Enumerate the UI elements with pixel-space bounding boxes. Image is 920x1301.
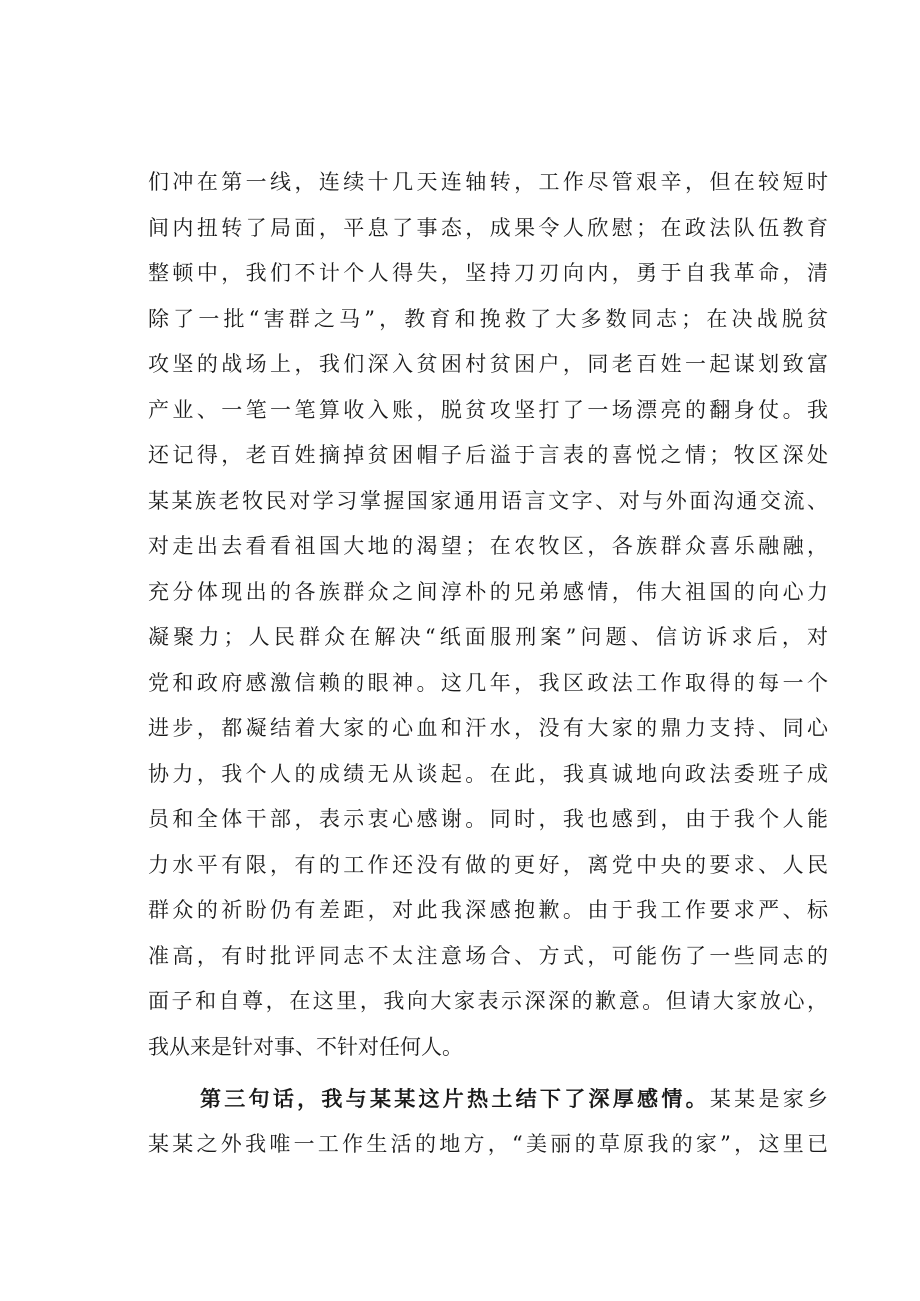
- text-line: 准高，有时批评同志不太注意场合、方式，可能伤了一些同志的: [148, 943, 828, 968]
- text-line: 充分体现出的各族群众之间淳朴的兄弟感情，伟大祖国的向心力: [148, 579, 828, 604]
- text-line: 我从来是针对事、不针对任何人。: [148, 1034, 463, 1059]
- text-line: 间内扭转了局面，平息了事态，成果令人欣慰；在政法队伍教育: [148, 215, 828, 240]
- text-line: 们冲在第一线，连续十几天连轴转，工作尽管艰辛，但在较短时: [148, 170, 828, 194]
- text-line: 对走出去看看祖国大地的渴望；在农牧区，各族群众喜乐融融，: [148, 534, 828, 558]
- text-line: 协力，我个人的成绩无从谈起。在此，我真诚地向政法委班子成: [148, 761, 828, 786]
- text-line: 整顿中，我们不计个人得失，坚持刀刃向内，勇于自我革命，清: [148, 261, 828, 285]
- paragraph-2: [148, 1076, 828, 1167]
- paragraph-1: [148, 160, 828, 1070]
- paragraph-2-first-line: [148, 1076, 828, 1122]
- text-line: 员和全体干部，表示衷心感谢。同时，我也感到，由于我个人能: [148, 807, 828, 831]
- text-line: 某某族老牧民对学习掌握国家通用语言文字、对与外面沟通交流、: [148, 488, 828, 513]
- text-line: 还记得，老百姓摘掉贫困帽子后溢于言表的喜悦之情；牧区深处: [148, 443, 828, 467]
- document-body: [148, 160, 828, 1167]
- text-line: 攻坚的战场上，我们深入贫困村贫困户，同老百姓一起谋划致富: [148, 352, 828, 376]
- text-line: 产业、一笔一笔算收入账，脱贫攻坚打了一场漂亮的翻身仗。我: [148, 397, 828, 422]
- text-line: 某某之外我唯一工作生活的地方，“美丽的草原我的家”，这里已: [148, 1131, 828, 1156]
- text-line: 进步，都凝结着大家的心血和汗水，没有大家的鼎力支持、同心: [148, 716, 828, 740]
- text-line: 除了一批“害群之马”，教育和挽救了大多数同志；在决战脱贫: [148, 306, 828, 331]
- text-line: 党和政府感激信赖的眼神。这几年，我区政法工作取得的每一个: [148, 670, 828, 695]
- text-line: 力水平有限，有的工作还没有做的更好，离党中央的要求、人民: [148, 852, 828, 877]
- text-line: 凝聚力；人民群众在解决“纸面服刑案”问题、信访诉求后，对: [148, 625, 828, 649]
- text-line: 面子和自尊，在这里，我向大家表示深深的歉意。但请大家放心，: [148, 989, 828, 1013]
- paragraph-2-line-1-rest: 某某是家乡: [709, 1087, 829, 1111]
- paragraph-heading: 第三句话，我与某某这片热土结下了深厚感情。: [200, 1086, 710, 1111]
- text-line: 群众的祈盼仍有差距，对此我深感抱歉。由于我工作要求严、标: [148, 898, 828, 922]
